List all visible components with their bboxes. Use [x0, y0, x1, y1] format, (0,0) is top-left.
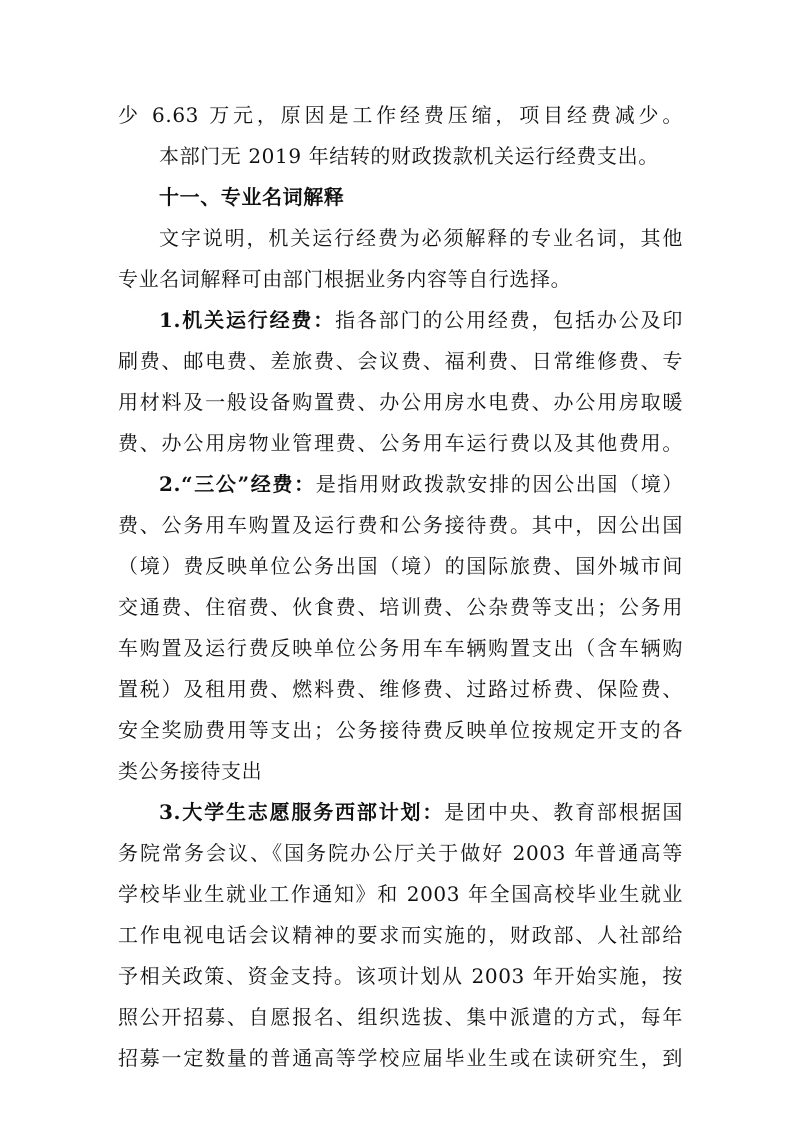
document-body: [118, 95, 683, 1079]
paragraph-line: 招募一定数量的普通高等学校应届毕业生或在读研究生，到: [118, 1046, 683, 1070]
paragraph-line: 专业名词解释可由部门根据业务内容等自行选择。: [118, 267, 572, 291]
section-heading: 十一、专业名词解释: [159, 185, 345, 209]
paragraph-line: 学校毕业生就业工作通知》和 2003 年全国高校毕业生就业: [118, 882, 683, 906]
term-title: 3.大学生志愿服务西部计划：: [159, 800, 445, 824]
paragraph-line: 刷费、邮电费、差旅费、会议费、福利费、日常维修费、专: [118, 349, 683, 373]
paragraph-line: 费、公务用车购置及运行费和公务接待费。其中，因公出国: [118, 513, 683, 537]
paragraph-line: 予相关政策、资金支持。该项计划从 2003 年开始实施，按: [118, 964, 683, 988]
paragraph-line: 费、办公用房物业管理费、公务用车运行费以及其他费用。: [118, 431, 683, 455]
paragraph-line: 类公务接待支出: [118, 759, 263, 783]
term-text: 指各部门的公用经费，包括办公及印: [335, 308, 683, 332]
paragraph-line: 安全奖励费用等支出；公务接待费反映单位按规定开支的各: [118, 718, 683, 742]
paragraph-line: 置税）及租用费、燃料费、维修费、过路过桥费、保险费、: [118, 677, 683, 701]
paragraph-line: 少 6.63 万元，原因是工作经费压缩，项目经费减少。: [118, 103, 683, 127]
paragraph-line: 交通费、住宿费、伙食费、培训费、公杂费等支出；公务用: [118, 595, 683, 619]
paragraph-line: 用材料及一般设备购置费、办公用房水电费、办公用房取暖: [118, 390, 683, 414]
paragraph-line: 车购置及运行费反映单位公务用车车辆购置支出（含车辆购: [118, 636, 683, 660]
paragraph-line: 本部门无 2019 年结转的财政拨款机关运行经费支出。: [159, 144, 659, 168]
term-title: 2.“三公”经费：: [159, 472, 316, 496]
paragraph-line: （境）费反映单位公务出国（境）的国际旅费、国外城市间: [118, 554, 683, 578]
term-definition-line: [118, 464, 683, 505]
term-definition-line: [118, 300, 683, 341]
paragraph-line: 照公开招募、自愿报名、组织选拔、集中派遣的方式，每年: [118, 1005, 683, 1029]
term-definition-line: [118, 792, 683, 833]
paragraph-line: 务院常务会议、《国务院办公厅关于做好 2003 年普通高等: [118, 841, 683, 865]
paragraph-line: 工作电视电话会议精神的要求而实施的，财政部、人社部给: [118, 923, 683, 947]
term-text: 是团中央、教育部根据国: [444, 800, 683, 824]
paragraph-line: 文字说明，机关运行经费为必须解释的专业名词，其他: [159, 226, 683, 250]
term-text: 是指用财政拨款安排的因公出国（境）: [315, 472, 683, 496]
term-title: 1.机关运行经费：: [159, 308, 336, 332]
